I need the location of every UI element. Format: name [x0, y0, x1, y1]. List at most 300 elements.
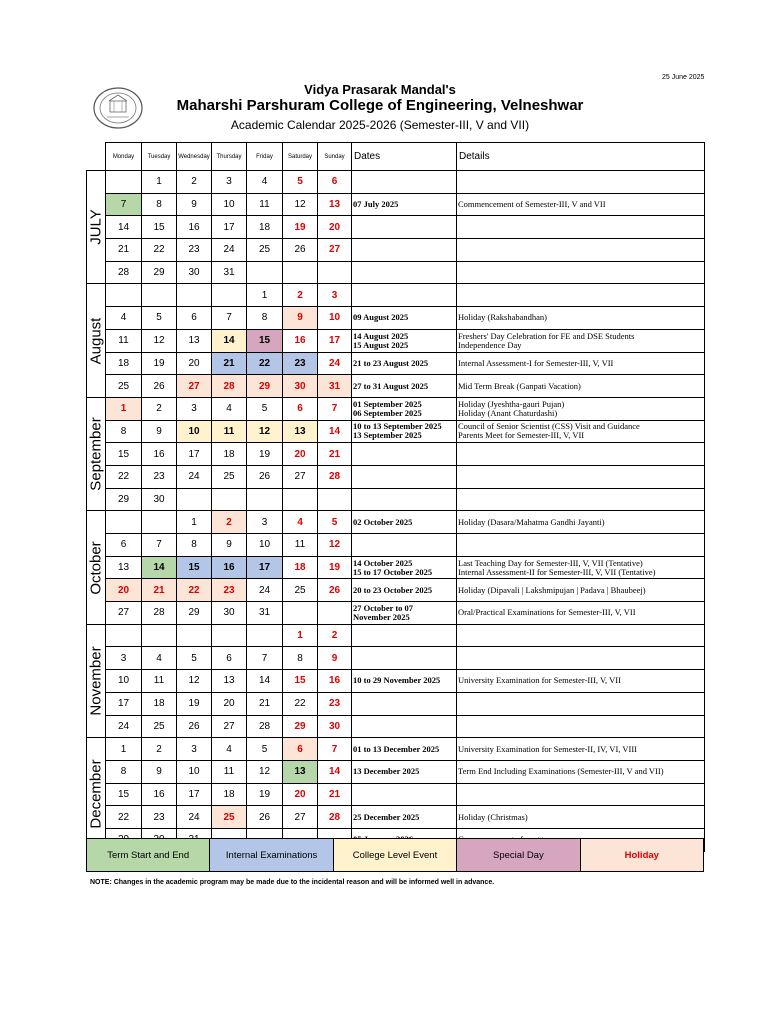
event-detail-cell: University Examination for Semester-III, V, VII: [457, 670, 705, 693]
event-detail-cell: University Examination for Semester-II, IV, VI, VIII: [457, 738, 705, 761]
day-cell-sat: 9: [283, 307, 318, 330]
day-cell-wed: [177, 624, 212, 647]
header-wednesday: Wednesday: [177, 143, 212, 171]
week-row: [87, 171, 705, 194]
legend-special-day: Special Day: [457, 839, 580, 872]
event-detail-cell: [457, 171, 705, 194]
week-row: [87, 738, 705, 761]
event-date-cell: 27 to 31 August 2025: [352, 375, 457, 398]
day-cell-sun: 28: [318, 465, 352, 488]
week-row: [87, 239, 705, 262]
event-date-cell: [352, 783, 457, 806]
event-detail-cell: Holiday (Dasara/Mahatma Gandhi Jayanti): [457, 511, 705, 534]
day-cell-wed: 24: [177, 806, 212, 829]
event-date-cell: [352, 715, 457, 738]
day-cell-thu: 25: [212, 806, 247, 829]
header-friday: Friday: [247, 143, 283, 171]
day-cell-mon: 25: [106, 375, 142, 398]
day-cell-tue: 23: [142, 465, 177, 488]
day-cell-sat: 19: [283, 216, 318, 239]
day-cell-thu: 28: [212, 375, 247, 398]
day-cell-thu: 11: [212, 760, 247, 783]
day-cell-sat: 27: [283, 806, 318, 829]
day-cell-thu: 2: [212, 511, 247, 534]
day-cell-sat: 12: [283, 193, 318, 216]
day-cell-mon: 28: [106, 261, 142, 284]
week-row: [87, 397, 705, 420]
day-cell-fri: 26: [247, 806, 283, 829]
day-cell-sun: [318, 602, 352, 625]
day-cell-tue: 4: [142, 647, 177, 670]
event-detail-cell: Internal Assessment-I for Semester-III, V, VII: [457, 352, 705, 375]
day-cell-mon: 22: [106, 465, 142, 488]
day-cell-tue: 11: [142, 670, 177, 693]
day-cell-sat: 20: [283, 443, 318, 466]
event-date-cell: 02 October 2025: [352, 511, 457, 534]
day-cell-thu: 30: [212, 602, 247, 625]
event-detail-cell: Holiday (Dipavali | Lakshmipujan | Padava | Bhaubeej): [457, 579, 705, 602]
week-row: [87, 488, 705, 511]
day-cell-thu: 10: [212, 193, 247, 216]
event-date-cell: 13 December 2025: [352, 760, 457, 783]
day-cell-thu: [212, 488, 247, 511]
day-cell-sun: 27: [318, 239, 352, 262]
day-cell-mon: 21: [106, 239, 142, 262]
day-cell-fri: 5: [247, 738, 283, 761]
week-row: [87, 692, 705, 715]
day-cell-tue: 14: [142, 556, 177, 579]
day-cell-mon: 15: [106, 783, 142, 806]
day-cell-thu: 17: [212, 216, 247, 239]
month-name: November: [87, 646, 105, 716]
day-cell-sat: 16: [283, 329, 318, 352]
day-cell-tue: 12: [142, 329, 177, 352]
day-cell-mon: [106, 624, 142, 647]
day-cell-sat: 15: [283, 670, 318, 693]
event-detail-cell: Last Teaching Day for Semester-III, V, VII (Tentative) Internal Assessment-II for Semester-III, V, VII (Tentative): [457, 556, 705, 579]
day-cell-fri: 19: [247, 443, 283, 466]
day-cell-sun: 16: [318, 670, 352, 693]
day-cell-thu: 31: [212, 261, 247, 284]
day-cell-sun: 3: [318, 284, 352, 307]
day-cell-sat: 13: [283, 760, 318, 783]
day-cell-mon: 13: [106, 556, 142, 579]
day-cell-wed: 24: [177, 465, 212, 488]
day-cell-mon: 27: [106, 602, 142, 625]
day-cell-mon: 18: [106, 352, 142, 375]
week-row: [87, 193, 705, 216]
day-cell-sat: 5: [283, 171, 318, 194]
day-cell-tue: 8: [142, 193, 177, 216]
day-cell-sun: 31: [318, 375, 352, 398]
week-row: [87, 216, 705, 239]
day-cell-thu: 20: [212, 692, 247, 715]
day-cell-wed: 10: [177, 420, 212, 443]
day-cell-tue: 19: [142, 352, 177, 375]
week-row: [87, 307, 705, 330]
week-row: [87, 670, 705, 693]
day-cell-sat: 2: [283, 284, 318, 307]
day-cell-fri: 18: [247, 216, 283, 239]
day-cell-sun: 21: [318, 783, 352, 806]
day-cell-thu: 13: [212, 670, 247, 693]
week-row: [87, 647, 705, 670]
month-name: August: [87, 317, 105, 365]
day-cell-wed: 16: [177, 216, 212, 239]
day-cell-tue: 2: [142, 397, 177, 420]
day-cell-mon: 14: [106, 216, 142, 239]
event-detail-cell: [457, 647, 705, 670]
week-row: [87, 420, 705, 443]
header-monday: Monday: [106, 143, 142, 171]
event-detail-cell: Commencement of Semester-III, V and VII: [457, 193, 705, 216]
week-row: [87, 284, 705, 307]
event-detail-cell: [457, 692, 705, 715]
event-date-cell: [352, 465, 457, 488]
day-cell-sat: [283, 488, 318, 511]
event-detail-cell: [457, 624, 705, 647]
day-cell-thu: 3: [212, 171, 247, 194]
month-name: December: [87, 759, 105, 830]
day-cell-wed: 27: [177, 375, 212, 398]
day-cell-fri: 26: [247, 465, 283, 488]
day-cell-fri: [247, 488, 283, 511]
day-cell-mon: 4: [106, 307, 142, 330]
month-name: JULY: [87, 209, 105, 246]
day-cell-sat: 13: [283, 420, 318, 443]
day-cell-sat: 26: [283, 239, 318, 262]
day-cell-thu: 18: [212, 783, 247, 806]
week-row: [87, 806, 705, 829]
org-name: Vidya Prasarak Mandal's: [304, 82, 456, 97]
day-cell-tue: 22: [142, 239, 177, 262]
week-row: [87, 375, 705, 398]
footnote: NOTE: Changes in the academic program may be made due to the incidental reason and will be informed well in advance.: [90, 879, 495, 886]
header-dates: Dates: [352, 143, 457, 171]
day-cell-sat: 20: [283, 783, 318, 806]
day-cell-wed: [177, 488, 212, 511]
header-saturday: Saturday: [283, 143, 318, 171]
day-cell-tue: [142, 624, 177, 647]
header-thursday: Thursday: [212, 143, 247, 171]
day-cell-mon: 1: [106, 397, 142, 420]
header-sunday: Sunday: [318, 143, 352, 171]
week-row: [87, 715, 705, 738]
day-cell-tue: 16: [142, 443, 177, 466]
month-label-cell: [87, 397, 106, 510]
day-cell-sun: 17: [318, 329, 352, 352]
week-row: [87, 352, 705, 375]
day-cell-wed: 2: [177, 171, 212, 194]
event-detail-cell: Holiday (Rakshabandhan): [457, 307, 705, 330]
event-date-cell: [352, 284, 457, 307]
day-cell-tue: 23: [142, 806, 177, 829]
day-cell-fri: 24: [247, 579, 283, 602]
legend-college-event: College Level Event: [333, 839, 456, 872]
week-row: [87, 624, 705, 647]
day-cell-thu: 11: [212, 420, 247, 443]
day-cell-tue: 7: [142, 534, 177, 557]
day-cell-thu: 23: [212, 579, 247, 602]
week-row: [87, 511, 705, 534]
day-cell-sun: 10: [318, 307, 352, 330]
day-cell-wed: [177, 284, 212, 307]
event-detail-cell: [457, 239, 705, 262]
day-cell-wed: 12: [177, 670, 212, 693]
day-cell-sun: 20: [318, 216, 352, 239]
event-detail-cell: [457, 284, 705, 307]
day-cell-fri: 5: [247, 397, 283, 420]
day-cell-thu: 27: [212, 715, 247, 738]
day-cell-sun: 7: [318, 738, 352, 761]
event-detail-cell: Oral/Practical Examinations for Semester-III, V, VII: [457, 602, 705, 625]
day-cell-fri: 19: [247, 783, 283, 806]
day-cell-thu: [212, 624, 247, 647]
calendar-title: Academic Calendar 2025-2026 (Semester-III, V and VII): [230, 118, 530, 132]
day-cell-wed: 22: [177, 579, 212, 602]
day-cell-mon: 11: [106, 329, 142, 352]
day-cell-sat: 22: [283, 692, 318, 715]
day-cell-wed: 8: [177, 534, 212, 557]
day-cell-thu: 9: [212, 534, 247, 557]
print-date: 25 June 2025: [662, 74, 705, 81]
day-cell-thu: 4: [212, 397, 247, 420]
day-cell-fri: 31: [247, 602, 283, 625]
event-date-cell: 10 to 29 November 2025: [352, 670, 457, 693]
day-cell-sat: 4: [283, 511, 318, 534]
day-cell-sun: [318, 261, 352, 284]
event-date-cell: [352, 488, 457, 511]
event-date-cell: 25 December 2025: [352, 806, 457, 829]
day-cell-sat: 18: [283, 556, 318, 579]
event-detail-cell: Holiday (Jyeshtha-gauri Pujan) Holiday (Anant Chaturdashi): [457, 397, 705, 420]
day-cell-sun: 2: [318, 624, 352, 647]
day-cell-tue: 15: [142, 216, 177, 239]
day-cell-sun: 30: [318, 715, 352, 738]
day-cell-sat: 29: [283, 715, 318, 738]
day-cell-wed: 10: [177, 760, 212, 783]
day-cell-tue: 30: [142, 488, 177, 511]
week-row: [87, 760, 705, 783]
day-cell-fri: 8: [247, 307, 283, 330]
college-name: Maharshi Parshuram College of Engineering, Velneshwar: [176, 97, 584, 114]
day-cell-thu: 21: [212, 352, 247, 375]
day-cell-fri: 12: [247, 420, 283, 443]
day-cell-tue: [142, 284, 177, 307]
week-row: [87, 465, 705, 488]
day-cell-fri: [247, 261, 283, 284]
event-date-cell: 14 August 2025 15 August 2025: [352, 329, 457, 352]
day-cell-fri: 1: [247, 284, 283, 307]
day-cell-mon: 8: [106, 420, 142, 443]
month-name: September: [87, 417, 105, 491]
day-cell-mon: 20: [106, 579, 142, 602]
day-cell-tue: 18: [142, 692, 177, 715]
event-date-cell: [352, 647, 457, 670]
day-cell-sun: 7: [318, 397, 352, 420]
day-cell-fri: 4: [247, 171, 283, 194]
event-date-cell: 07 July 2025: [352, 193, 457, 216]
month-label-cell: [87, 624, 106, 737]
day-cell-sun: 9: [318, 647, 352, 670]
event-date-cell: [352, 171, 457, 194]
event-detail-cell: [457, 216, 705, 239]
month-name: October: [87, 540, 105, 595]
day-cell-sun: 14: [318, 760, 352, 783]
day-cell-thu: 7: [212, 307, 247, 330]
day-cell-wed: 29: [177, 602, 212, 625]
day-cell-fri: 7: [247, 647, 283, 670]
day-cell-tue: 29: [142, 261, 177, 284]
day-cell-fri: 11: [247, 193, 283, 216]
day-cell-sun: 26: [318, 579, 352, 602]
event-detail-cell: [457, 534, 705, 557]
event-detail-cell: Term End Including Examinations (Semester-III, V and VII): [457, 760, 705, 783]
day-cell-sat: 11: [283, 534, 318, 557]
day-cell-mon: 8: [106, 760, 142, 783]
day-cell-sat: 6: [283, 397, 318, 420]
day-cell-thu: 18: [212, 443, 247, 466]
day-cell-sun: 19: [318, 556, 352, 579]
day-cell-fri: 29: [247, 375, 283, 398]
day-cell-mon: 15: [106, 443, 142, 466]
month-label-cell: [87, 738, 106, 851]
day-cell-mon: 1: [106, 738, 142, 761]
day-cell-fri: 17: [247, 556, 283, 579]
day-cell-mon: 29: [106, 488, 142, 511]
day-cell-sat: 25: [283, 579, 318, 602]
week-row: [87, 443, 705, 466]
week-row: [87, 783, 705, 806]
day-cell-sat: 30: [283, 375, 318, 398]
day-cell-tue: 26: [142, 375, 177, 398]
legend-internal-exams: Internal Examinations: [210, 839, 333, 872]
event-date-cell: 21 to 23 August 2025: [352, 352, 457, 375]
event-detail-cell: [457, 465, 705, 488]
day-cell-fri: 3: [247, 511, 283, 534]
day-cell-thu: 16: [212, 556, 247, 579]
event-detail-cell: Mid Term Break (Ganpati Vacation): [457, 375, 705, 398]
day-cell-wed: 13: [177, 329, 212, 352]
day-cell-fri: [247, 624, 283, 647]
day-cell-wed: 17: [177, 783, 212, 806]
event-date-cell: [352, 216, 457, 239]
event-date-cell: 10 to 13 September 2025 13 September 2025: [352, 420, 457, 443]
calendar-table: [86, 142, 705, 852]
day-cell-tue: 9: [142, 420, 177, 443]
day-cell-sun: 14: [318, 420, 352, 443]
day-cell-mon: 6: [106, 534, 142, 557]
day-cell-mon: [106, 171, 142, 194]
day-cell-mon: 7: [106, 193, 142, 216]
day-cell-fri: 25: [247, 239, 283, 262]
day-cell-sat: [283, 602, 318, 625]
day-cell-fri: 21: [247, 692, 283, 715]
day-cell-fri: 15: [247, 329, 283, 352]
day-cell-tue: 9: [142, 760, 177, 783]
day-cell-tue: 5: [142, 307, 177, 330]
day-cell-thu: 14: [212, 329, 247, 352]
day-cell-wed: 26: [177, 715, 212, 738]
day-cell-sat: 23: [283, 352, 318, 375]
day-cell-wed: 30: [177, 261, 212, 284]
day-cell-sun: 5: [318, 511, 352, 534]
day-cell-thu: 6: [212, 647, 247, 670]
month-label-cell: [87, 284, 106, 397]
week-row: [87, 329, 705, 352]
week-row: [87, 556, 705, 579]
day-cell-wed: 17: [177, 443, 212, 466]
day-cell-sat: [283, 261, 318, 284]
event-detail-cell: [457, 443, 705, 466]
legend-table: [86, 838, 704, 872]
day-cell-sun: 28: [318, 806, 352, 829]
day-cell-sun: 12: [318, 534, 352, 557]
header-tuesday: Tuesday: [142, 143, 177, 171]
day-cell-sat: 8: [283, 647, 318, 670]
day-cell-wed: 3: [177, 397, 212, 420]
day-cell-mon: 3: [106, 647, 142, 670]
day-cell-thu: [212, 284, 247, 307]
day-cell-sun: [318, 488, 352, 511]
day-cell-fri: 14: [247, 670, 283, 693]
header-blank: [87, 143, 106, 171]
event-date-cell: [352, 624, 457, 647]
event-detail-cell: Council of Senior Scientist (CSS) Visit and Guidance Parents Meet for Semester-III, V, VII: [457, 420, 705, 443]
day-cell-wed: 5: [177, 647, 212, 670]
day-cell-wed: 1: [177, 511, 212, 534]
week-row: [87, 602, 705, 625]
event-detail-cell: Freshers' Day Celebration for FE and DSE Students Independence Day: [457, 329, 705, 352]
event-detail-cell: [457, 783, 705, 806]
day-cell-mon: 24: [106, 715, 142, 738]
event-date-cell: 14 October 2025 15 to 17 October 2025: [352, 556, 457, 579]
event-detail-cell: Holiday (Christmas): [457, 806, 705, 829]
day-cell-sat: 1: [283, 624, 318, 647]
day-cell-wed: 3: [177, 738, 212, 761]
event-date-cell: 20 to 23 October 2025: [352, 579, 457, 602]
day-cell-fri: 12: [247, 760, 283, 783]
day-cell-wed: 20: [177, 352, 212, 375]
event-date-cell: [352, 239, 457, 262]
day-cell-wed: 23: [177, 239, 212, 262]
header-details: Details: [457, 143, 705, 171]
week-row: [87, 534, 705, 557]
event-date-cell: 27 October to 07 November 2025: [352, 602, 457, 625]
day-cell-sun: 21: [318, 443, 352, 466]
month-label-cell: [87, 511, 106, 624]
day-cell-tue: 21: [142, 579, 177, 602]
day-cell-tue: [142, 511, 177, 534]
event-date-cell: [352, 692, 457, 715]
event-date-cell: 09 August 2025: [352, 307, 457, 330]
day-cell-wed: 19: [177, 692, 212, 715]
event-date-cell: 01 to 13 December 2025: [352, 738, 457, 761]
event-detail-cell: [457, 261, 705, 284]
day-cell-tue: 25: [142, 715, 177, 738]
month-label-cell: [87, 171, 106, 284]
day-cell-sun: 6: [318, 171, 352, 194]
event-date-cell: [352, 443, 457, 466]
day-cell-sat: 6: [283, 738, 318, 761]
day-cell-wed: 6: [177, 307, 212, 330]
event-detail-cell: [457, 715, 705, 738]
day-cell-tue: 16: [142, 783, 177, 806]
day-cell-sun: 23: [318, 692, 352, 715]
week-row: [87, 579, 705, 602]
day-cell-wed: 9: [177, 193, 212, 216]
day-cell-fri: 10: [247, 534, 283, 557]
